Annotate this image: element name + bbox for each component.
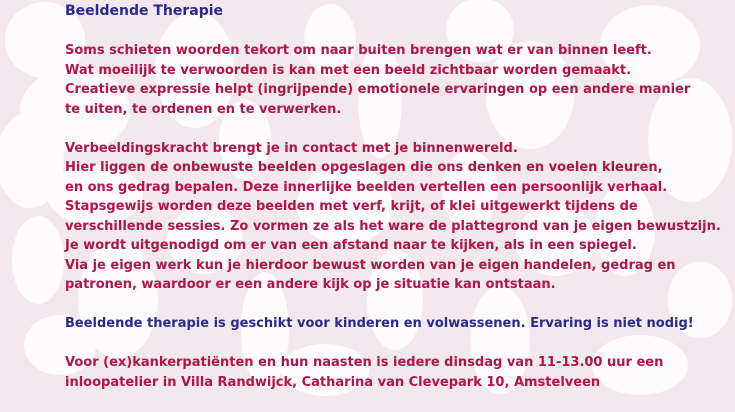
text-line: en ons gedrag bepalen. Deze innerlijke beelden vertellen een persoonlijk verhaal. (65, 179, 668, 195)
text-line: Je wordt uitgenodigd om er van een afstand naar te kijken, als in een spiegel. (65, 238, 637, 253)
text-line: Verbeeldingskracht brengt je in contact met je binnenwereld. (65, 140, 518, 156)
page-title: Beeldende Therapie (65, 3, 224, 19)
paragraph (65, 314, 725, 334)
text-line: patronen, waardoor er een andere kijk op je situatie kan ontstaan. (65, 277, 556, 292)
text-line: Creatieve expressie helpt (ingrijpende) emotionele ervaringen op een andere manier (65, 82, 691, 97)
text-line: Wat moeilijk te verwoorden is kan met een beeld zichtbaar worden gemaakt. (65, 62, 632, 78)
text-line: Soms schieten woorden tekort om naar buiten brengen wat er van binnen leeft. (65, 43, 652, 58)
text-line: inloopatelier in Villa Randwijck, Catharina van Clevepark 10, Amstelveen (65, 374, 601, 390)
paragraph (65, 139, 725, 295)
text-line: Via je eigen werk kun je hierdoor bewust worden van je eigen handelen, gedrag en (65, 257, 676, 273)
text-line: Hier liggen de onbewuste beelden opgeslagen die ons denken en voelen kleuren, (65, 160, 663, 175)
text-line: te uiten, te ordenen en te verwerken. (65, 101, 342, 117)
article (65, 2, 725, 412)
article-body (65, 41, 725, 392)
text-line: Voor (ex)kankerpatiënten en hun naasten is iedere dinsdag van 11-13.00 uur een (65, 355, 664, 370)
text-line: Stapsgewijs worden deze beelden met verf, krijt, of klei uitgewerkt tijdens de (65, 199, 638, 214)
text-line: verschillende sessies. Zo vormen ze als het ware de plattegrond van je eigen bewustzijn. (65, 218, 721, 234)
paragraph (65, 353, 725, 392)
text-line: Beeldende therapie is geschikt voor kinderen en volwassenen. Ervaring is niet nodig! (65, 316, 694, 331)
paragraph (65, 41, 725, 119)
